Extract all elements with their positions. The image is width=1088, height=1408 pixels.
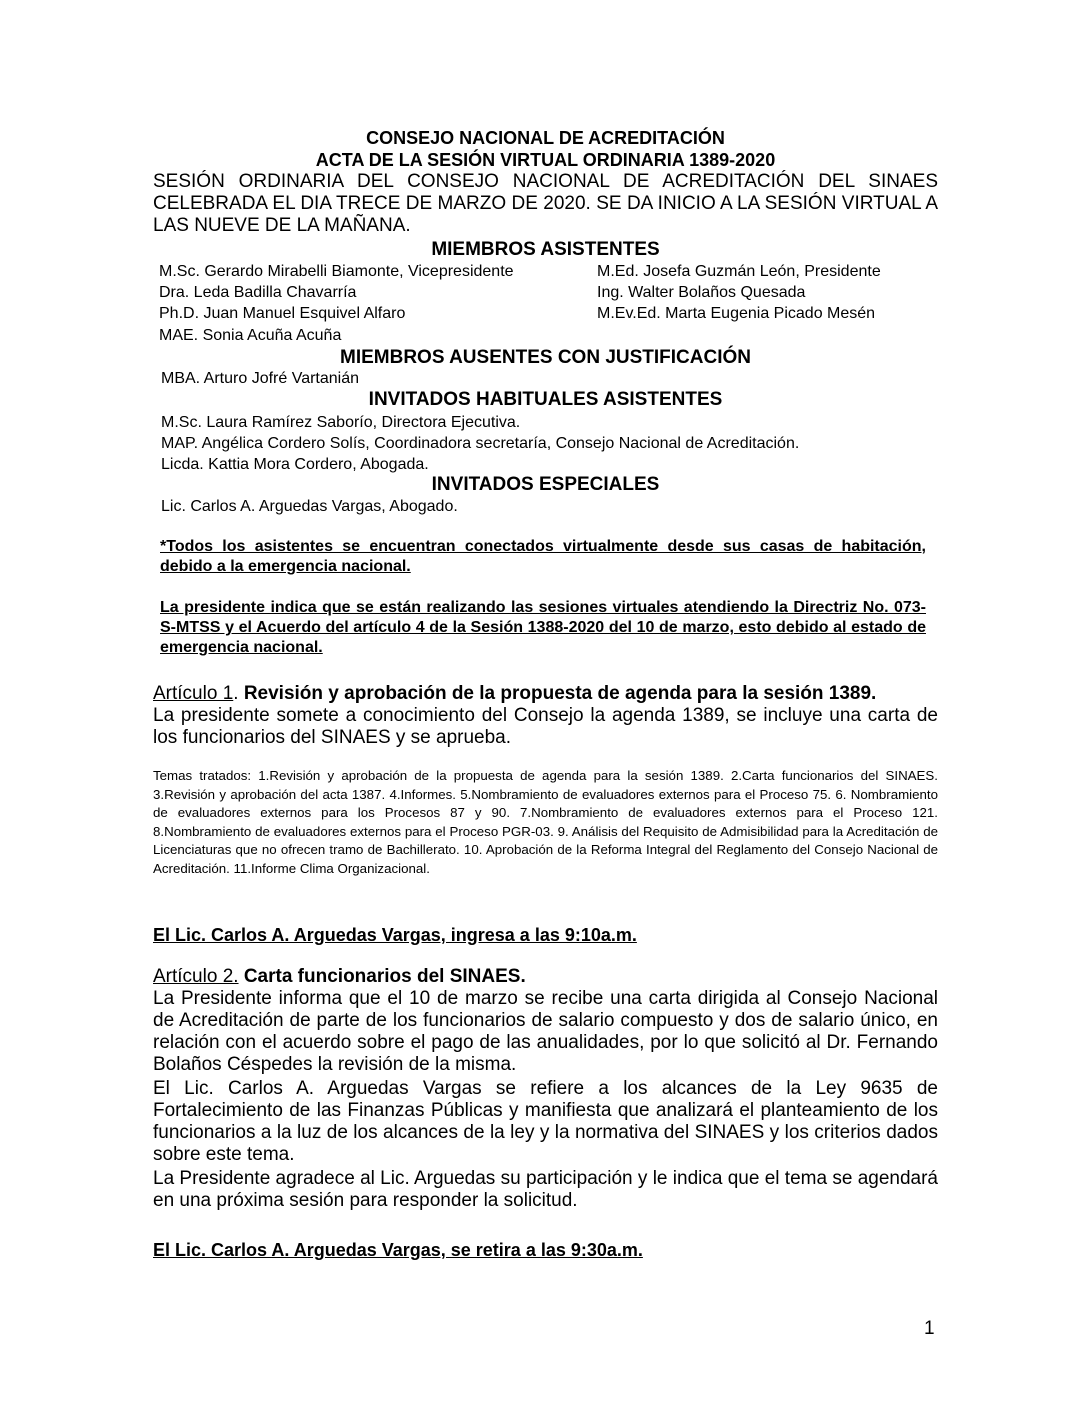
- members-absent-heading: MIEMBROS AUSENTES CON JUSTIFICACIÓN: [340, 347, 751, 368]
- member-absent: MBA. Arturo Jofré Vartanián: [161, 370, 360, 387]
- virtual-attendance-note: *Todos los asistentes se encuentran conectados virtualmente desde sus casas de habitación, debido a la emergencia nacional.: [160, 538, 926, 575]
- special-guest-item: Lic. Carlos A. Arguedas Vargas, Abogado.: [161, 498, 458, 515]
- article-1-number: Artículo 1: [153, 683, 234, 704]
- member-present: M.Ed. Josefa Guzmán León, Presidente: [597, 263, 881, 280]
- session-title: ACTA DE LA SESIÓN VIRTUAL ORDINARIA 1389-2020: [315, 150, 776, 170]
- departure-note: El Lic. Carlos A. Arguedas Vargas, se retira a las 9:30a.m.: [153, 1240, 643, 1260]
- topics-list: Temas tratados: 1.Revisión y aprobación de la propuesta de agenda para la sesión 1389. 2.Carta funcionarios del SINAES. 3.Revisión y aprobación del acta 1387. 4.Informes. 5.Nombramiento de evaluadores externos para el Proceso 75. 6. Nombramiento de evaluadores externos para los Procesos 87 y 90. 7.Nombramiento de evaluadores externos para el Proceso 121. 8.Nombramiento de evaluadores externos para el Proceso PGR-03. 9. Análisis del Requisito de Admisibilidad para la Acreditación de Licenciaturas que no ofrecen tramo de Bachillerato. 10. Aprobación de la Reforma Integral del Reglamento del Consejo Nacional de Acreditación. 11.Informe Clima Organizacional.: [153, 768, 938, 876]
- guest-item: Licda. Kattia Mora Cordero, Abogada.: [161, 456, 429, 473]
- article-2-heading: [153, 966, 938, 988]
- member-present: M.Ev.Ed. Marta Eugenia Picado Mesén: [597, 305, 876, 322]
- arrival-note: El Lic. Carlos A. Arguedas Vargas, ingresa a las 9:10a.m.: [153, 925, 637, 945]
- members-present-heading: MIEMBROS ASISTENTES: [431, 239, 660, 260]
- member-present: Ing. Walter Bolaños Quesada: [597, 284, 806, 301]
- directive-note: La presidente indica que se están realizando las sesiones virtuales atendiendo la Directriz No. 073-S-MTSS y el Acuerdo del artículo 4 de la Sesión 1388-2020 del 10 de marzo, esto debido al estado de emergencia nacional.: [160, 599, 926, 656]
- article-2-number: Artículo 2.: [153, 966, 239, 987]
- member-present: M.Sc. Gerardo Mirabelli Biamonte, Vicepresidente: [159, 263, 514, 280]
- member-present: Ph.D. Juan Manuel Esquivel Alfaro: [159, 305, 406, 322]
- member-present: MAE. Sonia Acuña Acuña: [159, 327, 342, 344]
- article-2-paragraph: El Lic. Carlos A. Arguedas Vargas se refiere a los alcances de la Ley 9635 de Fortalecimiento de las Finanzas Públicas y manifiesta que analizará el planteamiento de los funcionarios a la luz de los alcances de la ley y la normativa del SINAES y los criterios dados sobre este tema.: [153, 1078, 938, 1165]
- article-2-title: Carta funcionarios del SINAES.: [243, 966, 526, 987]
- page-number: 1: [924, 1318, 935, 1339]
- regular-guests-heading: INVITADOS HABITUALES ASISTENTES: [368, 389, 723, 410]
- guest-item: MAP. Angélica Cordero Solís, Coordinadora secretaría, Consejo Nacional de Acreditación.: [161, 435, 800, 452]
- session-intro: SESIÓN ORDINARIA DEL CONSEJO NACIONAL DE ACREDITACIÓN DEL SINAES CELEBRADA EL DIA TRECE DE MARZO DE 2020. SE DA INICIO A LA SESIÓN VIRTUAL A LAS NUEVE DE LA MAÑANA.: [153, 171, 938, 236]
- article-2-paragraph: La Presidente informa que el 10 de marzo se recibe una carta dirigida al Consejo Nacional de Acreditación de parte de los funcionarios de salario compuesto y dos de salario único, en relación con el acuerdo sobre el pago de las anualidades, por lo que solicitó al Dr. Fernando Bolaños Céspedes la revisión de la misma.: [153, 988, 938, 1075]
- article-2-paragraph: La Presidente agradece al Lic. Arguedas su participación y le indica que el tema se agendará en una próxima sesión para responder la solicitud.: [153, 1168, 938, 1211]
- guest-item: M.Sc. Laura Ramírez Saborío, Directora Ejecutiva.: [161, 414, 521, 431]
- document-title: CONSEJO NACIONAL DE ACREDITACIÓN: [366, 128, 725, 148]
- member-present: Dra. Leda Badilla Chavarría: [159, 284, 357, 301]
- article-1-heading: Artículo 1. Revisión y aprobación de la propuesta de agenda para la sesión 1389.: [153, 683, 877, 704]
- article-1-body: La presidente somete a conocimiento del Consejo la agenda 1389, se incluye una carta de los funcionarios del SINAES y se aprueba.: [153, 705, 938, 748]
- special-guests-heading: INVITADOS ESPECIALES: [431, 474, 660, 495]
- article-1-title: Revisión y aprobación de la propuesta de agenda para la sesión 1389.: [243, 683, 877, 704]
